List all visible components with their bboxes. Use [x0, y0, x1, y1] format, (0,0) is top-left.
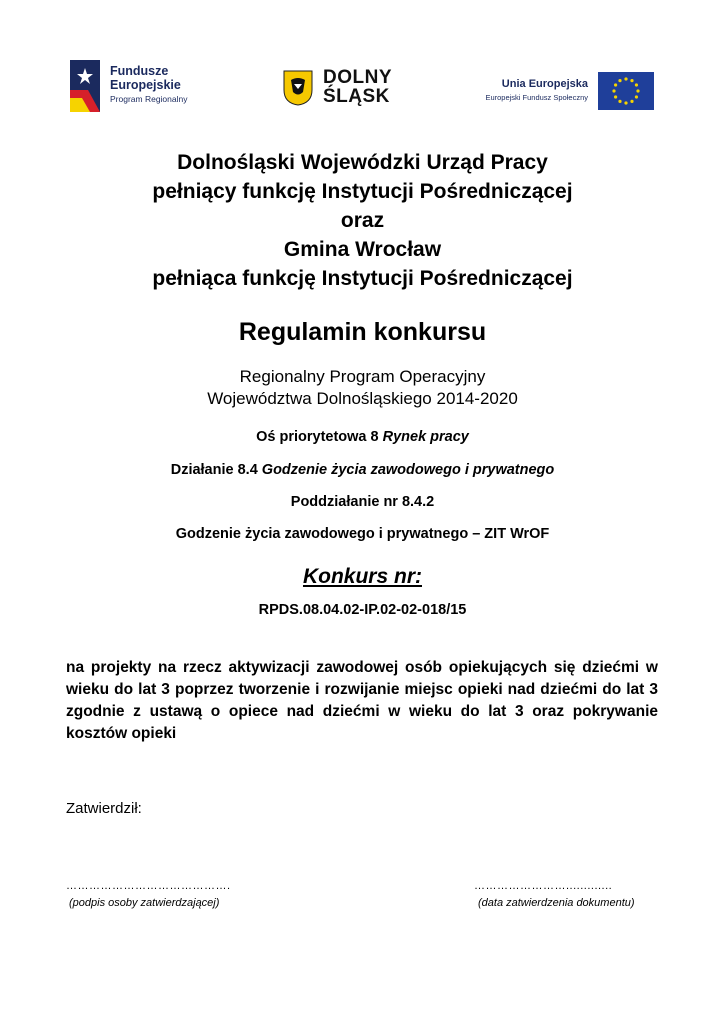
issuer-line-3: oraz [340, 209, 385, 232]
priority-axis [0, 429, 725, 445]
fundusze-line3: Program Regionalny [110, 94, 188, 104]
program-line-2: Województwa Dolnośląskiego 2014-2020 [207, 389, 518, 408]
action-name: Godzenie życia zawodowego i prywatnego [261, 462, 555, 478]
subaction-number: Poddziałanie nr 8.4.2 [290, 494, 435, 510]
fundusze-europejskie-icon [70, 60, 100, 112]
date-caption: (data zatwierdzenia dokumentu) [478, 897, 635, 909]
fundusze-line1: Fundusze [110, 64, 169, 78]
issuer-line-4: Gmina Wrocław [283, 238, 442, 261]
issuer-line-1: Dolnośląski Wojewódzki Urząd Pracy [177, 151, 548, 174]
subaction-name: Godzenie życia zawodowego i prywatnego – ZIT WrOF [175, 526, 550, 542]
issuer-heading [0, 148, 725, 293]
dolny-slask-line1: DOLNY [323, 67, 392, 88]
unia-europejska-logo [468, 70, 658, 114]
eu-flag-icon [598, 72, 654, 110]
signature-line: ……………………………………. [66, 880, 231, 892]
issuer-line-2: pełniący funkcję Instytucji Pośredniczącej [152, 180, 573, 203]
program-name [0, 366, 725, 410]
priority-axis-name: Rynek pracy [382, 429, 469, 445]
logo-strip [0, 0, 725, 125]
action-line [0, 462, 725, 478]
dolny-slask-logo [283, 68, 403, 110]
contest-description: na projekty na rzecz aktywizacji zawodowej osób opiekujących się dziećmi w wieku do lat 3 poprzez tworzenie i rozwijanie miejsc opieki nad dziećmi do lat 3 zgodnie z ustawą o opiece nad dziećmi w wieku do lat 3 oraz pokrywanie kosztów opieki [66, 659, 658, 742]
signature-caption: (podpis osoby zatwierdzającej) [69, 897, 220, 909]
fundusze-line2: Europejskie [110, 78, 181, 92]
priority-axis-prefix: Oś priorytetowa 8 [256, 429, 383, 445]
dolny-slask-line2: ŚLĄSK [323, 86, 390, 107]
unia-line1: Unia Europejska [501, 78, 588, 90]
action-prefix: Działanie 8.4 [170, 462, 262, 478]
date-line: ……………………............. [474, 880, 613, 892]
dolny-slask-crest-icon [283, 70, 313, 106]
issuer-line-5: pełniąca funkcję Instytucji Pośredniczącej [152, 267, 573, 290]
fundusze-europejskie-logo [70, 58, 210, 114]
document-title: Regulamin konkursu [238, 318, 487, 346]
contest-number: RPDS.08.04.02-IP.02-02-018/15 [258, 602, 467, 618]
program-line-1: Regionalny Program Operacyjny [239, 367, 486, 386]
contest-label: Konkurs nr: [302, 565, 422, 588]
unia-line2: Europejski Fundusz Społeczny [485, 93, 588, 102]
approval-label: Zatwierdził: [66, 800, 142, 817]
